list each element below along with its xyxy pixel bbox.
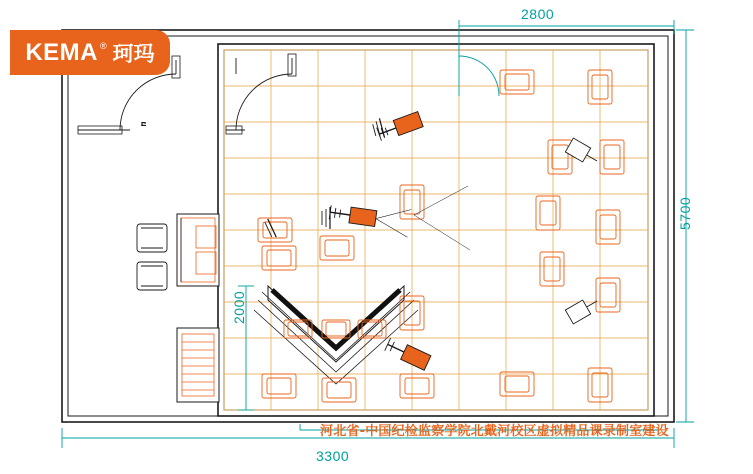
equipment-rack <box>177 328 219 402</box>
logo-brand-latin: KEMA <box>25 38 99 66</box>
dimension-label-top: 2800 <box>521 6 555 22</box>
kema-logo <box>10 30 170 75</box>
control-room-chairs <box>137 224 167 290</box>
audience-seats <box>258 70 624 402</box>
svg-text:门: 门 <box>141 122 146 126</box>
studio-lights <box>264 118 601 324</box>
camera-tripods <box>328 112 470 371</box>
logo-registered-mark: ® <box>100 40 107 51</box>
logo-brand-chinese: 珂玛 <box>112 41 155 66</box>
curved-lecture-desk <box>254 286 418 384</box>
control-room-desk <box>177 214 219 286</box>
dimension-label-inner: 2000 <box>231 290 247 324</box>
dimension-lines <box>62 20 694 448</box>
door-top-right <box>459 56 499 96</box>
dimension-label-right: 5700 <box>677 196 693 230</box>
ceiling-grid <box>224 50 648 410</box>
dimension-label-bottom: 3300 <box>316 448 350 464</box>
project-caption: 河北省-中国纪检监察学院北戴河校区虚拟精品课录制室建设 <box>320 424 669 439</box>
